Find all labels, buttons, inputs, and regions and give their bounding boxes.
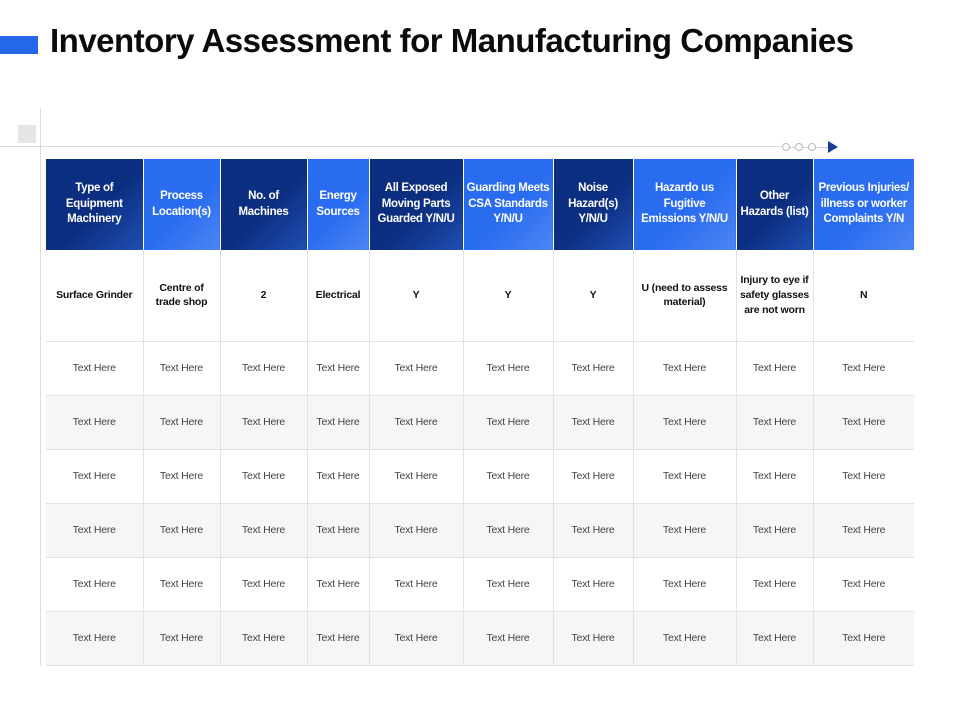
table-cell: Text Here bbox=[736, 341, 813, 395]
column-header: Guarding Meets CSA Standards Y/N/U bbox=[463, 159, 553, 250]
column-header: Energy Sources bbox=[307, 159, 369, 250]
table-cell: Text Here bbox=[736, 395, 813, 449]
table-cell: Surface Grinder bbox=[46, 250, 143, 341]
table-cell: Text Here bbox=[553, 395, 633, 449]
column-header: Noise Hazard(s) Y/N/U bbox=[553, 159, 633, 250]
table-cell: U (need to assess material) bbox=[633, 250, 736, 341]
table-cell: Text Here bbox=[736, 557, 813, 611]
table-cell: Text Here bbox=[633, 503, 736, 557]
corner-square bbox=[18, 125, 36, 143]
table-cell: Text Here bbox=[369, 611, 463, 665]
column-header: Type of Equipment Machinery bbox=[46, 159, 143, 250]
table-cell: Text Here bbox=[633, 341, 736, 395]
table-cell: Text Here bbox=[143, 341, 220, 395]
table-cell: Text Here bbox=[463, 611, 553, 665]
table-cell: Text Here bbox=[46, 503, 143, 557]
table-cell: Text Here bbox=[553, 557, 633, 611]
table-cell: Text Here bbox=[220, 449, 307, 503]
column-header: All Exposed Moving Parts Guarded Y/N/U bbox=[369, 159, 463, 250]
table-cell: Text Here bbox=[813, 341, 914, 395]
table-cell: Text Here bbox=[633, 449, 736, 503]
table-row bbox=[46, 449, 914, 503]
table-cell: Y bbox=[463, 250, 553, 341]
table-row bbox=[46, 557, 914, 611]
table-cell: Text Here bbox=[143, 611, 220, 665]
table-cell: 2 bbox=[220, 250, 307, 341]
frame-divider-horizontal bbox=[0, 146, 790, 147]
table-cell: Text Here bbox=[369, 557, 463, 611]
table-cell: Text Here bbox=[813, 557, 914, 611]
table-cell: Text Here bbox=[307, 611, 369, 665]
table-cell: Text Here bbox=[736, 611, 813, 665]
table-cell: Text Here bbox=[46, 557, 143, 611]
table-cell: Text Here bbox=[633, 395, 736, 449]
table-cell: Y bbox=[553, 250, 633, 341]
table-cell: Injury to eye if safety glasses are not worn bbox=[736, 250, 813, 341]
table-cell: Text Here bbox=[143, 395, 220, 449]
table-cell: Text Here bbox=[463, 341, 553, 395]
table-cell: Text Here bbox=[736, 449, 813, 503]
column-header: No. of Machines bbox=[220, 159, 307, 250]
table-cell: Text Here bbox=[553, 341, 633, 395]
table-cell: Text Here bbox=[369, 395, 463, 449]
table-cell: Text Here bbox=[633, 611, 736, 665]
table-cell: Text Here bbox=[46, 395, 143, 449]
title-accent-bar bbox=[0, 36, 38, 54]
table-cell: Text Here bbox=[369, 449, 463, 503]
dot-icon bbox=[808, 143, 816, 151]
table-cell: Text Here bbox=[463, 503, 553, 557]
table-cell: Text Here bbox=[220, 611, 307, 665]
table-cell: Text Here bbox=[463, 395, 553, 449]
table-cell: Text Here bbox=[307, 557, 369, 611]
table-cell: Text Here bbox=[813, 503, 914, 557]
table-cell: Text Here bbox=[813, 395, 914, 449]
table-cell: Text Here bbox=[813, 449, 914, 503]
table-cell: Y bbox=[369, 250, 463, 341]
table-cell: Text Here bbox=[369, 503, 463, 557]
table-cell: Text Here bbox=[553, 449, 633, 503]
table-cell: Text Here bbox=[46, 611, 143, 665]
table-cell: Text Here bbox=[46, 449, 143, 503]
table-cell: Centre of trade shop bbox=[143, 250, 220, 341]
table-row bbox=[46, 341, 914, 395]
table-cell: Text Here bbox=[220, 557, 307, 611]
page-title: Inventory Assessment for Manufacturing Companies bbox=[50, 22, 854, 59]
table-cell: Text Here bbox=[633, 557, 736, 611]
table-cell: Text Here bbox=[46, 341, 143, 395]
column-header: Other Hazards (list) bbox=[736, 159, 813, 250]
dot-icon bbox=[782, 143, 790, 151]
table-cell: N bbox=[813, 250, 914, 341]
table-row bbox=[46, 395, 914, 449]
dot-icon bbox=[795, 143, 803, 151]
table-cell: Text Here bbox=[307, 341, 369, 395]
table-cell: Text Here bbox=[463, 449, 553, 503]
table-cell: Text Here bbox=[220, 341, 307, 395]
table-cell: Text Here bbox=[553, 503, 633, 557]
table-cell: Text Here bbox=[143, 449, 220, 503]
table-cell: Text Here bbox=[307, 395, 369, 449]
column-header: Hazardo us Fugitive Emissions Y/N/U bbox=[633, 159, 736, 250]
arrow-right-icon bbox=[828, 141, 838, 153]
table-cell: Text Here bbox=[220, 395, 307, 449]
table-row bbox=[46, 611, 914, 665]
table-cell: Text Here bbox=[220, 503, 307, 557]
table-cell: Electrical bbox=[307, 250, 369, 341]
column-header: Process Location(s) bbox=[143, 159, 220, 250]
table-cell: Text Here bbox=[736, 503, 813, 557]
inventory-table bbox=[46, 159, 914, 666]
table-row-surface-grinder bbox=[46, 250, 914, 341]
table-cell: Text Here bbox=[369, 341, 463, 395]
table-cell: Text Here bbox=[307, 449, 369, 503]
table-cell: Text Here bbox=[143, 503, 220, 557]
table-cell: Text Here bbox=[143, 557, 220, 611]
table-cell: Text Here bbox=[813, 611, 914, 665]
table-cell: Text Here bbox=[463, 557, 553, 611]
column-header: Previous Injuries/ illness or worker Complaints Y/N bbox=[813, 159, 914, 250]
table-cell: Text Here bbox=[553, 611, 633, 665]
table-row bbox=[46, 503, 914, 557]
table-header-row bbox=[46, 159, 914, 250]
frame-divider-vertical bbox=[40, 108, 41, 666]
decorative-dots bbox=[782, 141, 842, 153]
table-cell: Text Here bbox=[307, 503, 369, 557]
